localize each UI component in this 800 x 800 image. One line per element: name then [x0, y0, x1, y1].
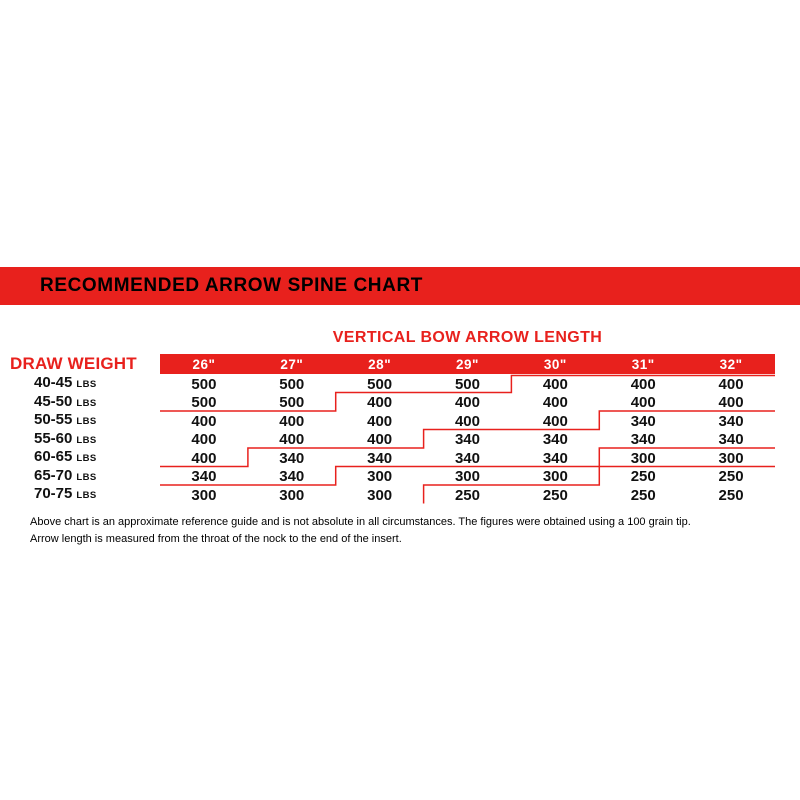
row-label	[10, 485, 160, 506]
spine-value-cell: 340	[630, 412, 656, 430]
column-header-bar	[160, 354, 775, 374]
spine-value-cell: 300	[279, 486, 305, 504]
spine-value-cell: 400	[191, 431, 217, 449]
spine-value-cell: 400	[367, 394, 393, 412]
title-banner	[0, 267, 800, 305]
spine-value-cell: 500	[191, 394, 217, 412]
draw-weight-range: 65-70	[34, 466, 73, 484]
draw-weight-unit: LBS	[76, 490, 97, 501]
spine-value-cell: 340	[454, 431, 480, 449]
spine-value-cell: 340	[191, 468, 217, 486]
draw-weight-range: 55-60	[34, 429, 73, 447]
row-label	[10, 430, 160, 451]
spine-value-cell: 300	[718, 449, 744, 467]
spine-value-cell: 400	[367, 412, 393, 430]
row-label	[10, 393, 160, 414]
spine-value-cell: 300	[454, 468, 480, 486]
spine-value-cell: 340	[279, 468, 305, 486]
table-header-row	[10, 354, 775, 374]
row-label	[10, 374, 160, 395]
spine-value-cell: 400	[630, 375, 656, 393]
spine-value-cell: 400	[630, 394, 656, 412]
page-title: RECOMMENDED ARROW SPINE CHART	[40, 275, 423, 296]
spine-value-cell: 340	[718, 412, 744, 430]
spine-value-cell: 400	[454, 412, 480, 430]
spine-value-cell: 500	[367, 375, 393, 393]
spine-value-cell: 300	[542, 468, 568, 486]
footnote	[30, 514, 785, 548]
spine-value-cell: 300	[630, 449, 656, 467]
column-header: 30"	[543, 356, 567, 372]
column-header: 27"	[280, 356, 304, 372]
spine-value-cell: 250	[542, 486, 568, 504]
row-axis-label: DRAW WEIGHT	[10, 354, 137, 373]
chart-subtitle: VERTICAL BOW ARROW LENGTH	[332, 329, 603, 346]
spine-value-cell: 300	[367, 486, 393, 504]
spine-value-cell: 250	[630, 468, 656, 486]
spine-value-cell: 340	[279, 449, 305, 467]
spine-value-cell: 400	[367, 431, 393, 449]
draw-weight-range: 70-75	[34, 485, 73, 502]
spine-value-cell: 340	[630, 431, 656, 449]
draw-weight-unit: LBS	[76, 397, 97, 409]
draw-weight-range: 40-45	[34, 374, 73, 391]
footnote-line-2: Arrow length is measured from the throat of the nock to the end of the insert.	[30, 533, 402, 546]
column-header: 32"	[719, 356, 743, 372]
draw-weight-unit: LBS	[76, 453, 97, 464]
spine-value-cell: 340	[367, 449, 393, 467]
spine-value-cell: 400	[191, 449, 217, 467]
spine-value-cell: 500	[279, 375, 305, 393]
table-row	[10, 411, 775, 430]
draw-weight-range: 50-55	[34, 411, 73, 428]
row-label	[10, 411, 160, 432]
draw-weight-range: 45-50	[34, 392, 73, 410]
spine-value-cell: 340	[454, 449, 480, 467]
spine-value-cell: 250	[718, 486, 744, 504]
spine-value-cell: 400	[542, 375, 568, 393]
table-row	[10, 430, 775, 449]
spine-value-cell: 340	[542, 449, 568, 467]
draw-weight-range: 60-65	[34, 448, 73, 465]
draw-weight-unit: LBS	[76, 379, 97, 390]
spine-value-cell: 400	[542, 412, 568, 430]
spine-value-cell: 400	[191, 412, 217, 430]
row-label	[10, 448, 160, 469]
column-header: 26"	[192, 356, 216, 372]
column-header: 29"	[456, 356, 479, 372]
table-row	[10, 467, 775, 486]
table-body	[10, 374, 775, 504]
draw-weight-unit: LBS	[76, 434, 97, 446]
row-label	[10, 467, 160, 488]
spine-value-cell: 400	[279, 412, 305, 430]
spine-value-cell: 400	[279, 431, 305, 449]
spine-value-cell: 340	[542, 431, 568, 449]
spine-value-cell: 500	[279, 394, 305, 412]
spine-value-cell: 500	[191, 375, 217, 393]
spine-value-cell: 400	[718, 394, 744, 412]
column-header: 31"	[631, 356, 655, 372]
column-header: 28"	[368, 356, 392, 372]
footnote-line-1: Above chart is an approximate reference guide and is not absolute in all circumstances. The figures were obtained using a 100 grain tip.	[30, 516, 691, 528]
table-row	[10, 448, 775, 467]
table-row	[10, 374, 775, 393]
spine-value-cell: 250	[630, 486, 656, 504]
spine-value-cell: 400	[454, 394, 480, 412]
spine-value-cell: 300	[367, 468, 393, 486]
spine-value-cell: 340	[718, 431, 744, 449]
table-row	[10, 485, 775, 504]
spine-value-cell: 400	[718, 375, 744, 393]
draw-weight-unit: LBS	[76, 416, 97, 427]
spine-value-cell: 300	[191, 486, 217, 504]
spine-value-cell: 400	[542, 394, 568, 412]
spine-value-cell: 500	[454, 375, 480, 393]
table-row	[10, 393, 775, 412]
spine-value-cell: 250	[454, 486, 480, 504]
spine-chart-table	[10, 354, 775, 506]
spine-value-cell: 250	[718, 468, 744, 486]
draw-weight-unit: LBS	[76, 471, 97, 483]
